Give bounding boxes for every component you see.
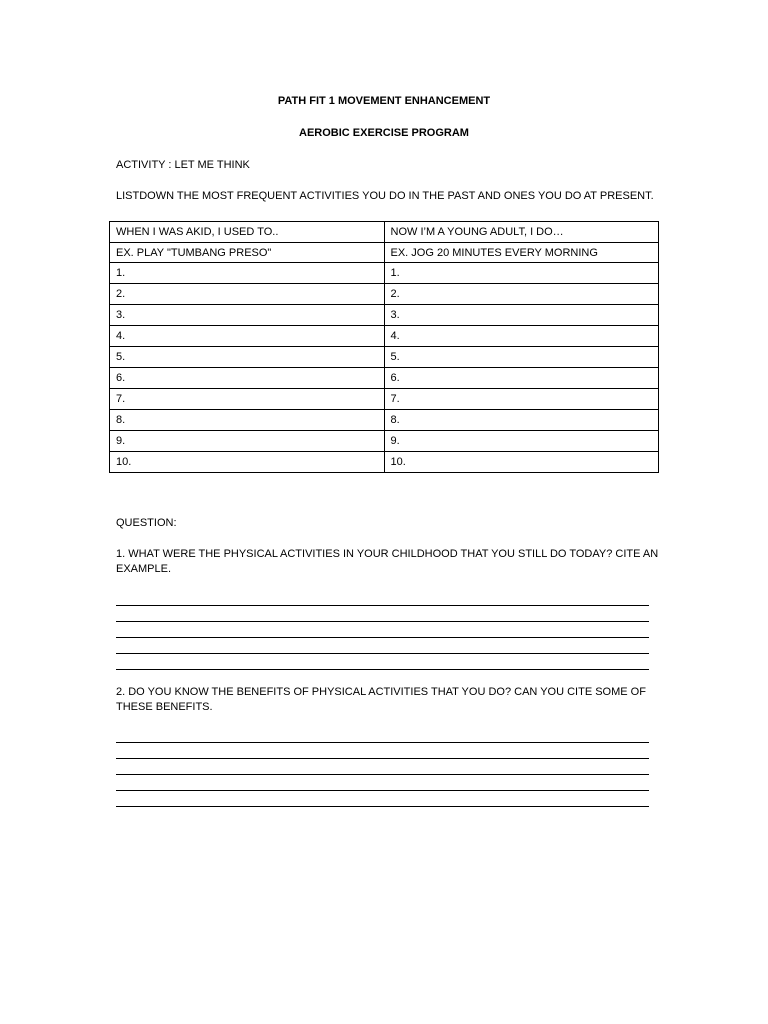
question-2-line-2: THESE BENEFITS. (116, 701, 213, 713)
row-cell-present[interactable]: 1. (384, 263, 659, 284)
answer-line[interactable] (116, 727, 649, 743)
row-cell-present[interactable]: 7. (384, 389, 659, 410)
row-cell-past[interactable]: 8. (110, 410, 385, 431)
table-row (110, 263, 659, 284)
row-cell-past[interactable]: 10. (110, 452, 385, 473)
row-cell-present[interactable]: 2. (384, 284, 659, 305)
table-row (110, 305, 659, 326)
row-cell-present[interactable]: 5. (384, 347, 659, 368)
header-cell-present: NOW I’M A YOUNG ADULT, I DO… (384, 222, 659, 243)
row-cell-present[interactable]: 10. (384, 452, 659, 473)
example-cell-present: EX. JOG 20 MINUTES EVERY MORNING (384, 243, 659, 263)
row-cell-past[interactable]: 9. (110, 431, 385, 452)
answer-line[interactable] (116, 775, 649, 791)
answer-line[interactable] (116, 759, 649, 775)
row-cell-past[interactable]: 4. (110, 326, 385, 347)
table-example-row (110, 243, 659, 263)
activities-table (109, 221, 659, 473)
question-heading: QUESTION: (116, 517, 177, 529)
table-row (110, 284, 659, 305)
row-cell-present[interactable]: 4. (384, 326, 659, 347)
table-row (110, 389, 659, 410)
example-cell-past: EX. PLAY "TUMBANG PRESO" (110, 243, 385, 263)
row-cell-past[interactable]: 5. (110, 347, 385, 368)
table-row (110, 410, 659, 431)
row-cell-past[interactable]: 3. (110, 305, 385, 326)
question-2-line-1: 2. DO YOU KNOW THE BENEFITS OF PHYSICAL ACTIVITIES THAT YOU DO? CAN YOU CITE SOME OF (116, 686, 646, 698)
answer-line[interactable] (116, 654, 649, 670)
answer-line[interactable] (116, 743, 649, 759)
row-cell-present[interactable]: 8. (384, 410, 659, 431)
row-cell-past[interactable]: 6. (110, 368, 385, 389)
row-cell-present[interactable]: 6. (384, 368, 659, 389)
answer-line[interactable] (116, 606, 649, 622)
table-row (110, 431, 659, 452)
row-cell-past[interactable]: 1. (110, 263, 385, 284)
table-row (110, 326, 659, 347)
question-2-answer-area[interactable] (116, 727, 649, 807)
row-cell-past[interactable]: 2. (110, 284, 385, 305)
question-1-line-2: EXAMPLE. (116, 563, 172, 575)
document-subtitle: AEROBIC EXERCISE PROGRAM (299, 127, 469, 139)
answer-line[interactable] (116, 622, 649, 638)
instruction-text: LISTDOWN THE MOST FREQUENT ACTIVITIES YOU DO IN THE PAST AND ONES YOU DO AT PRESENT. (116, 190, 654, 202)
question-1-answer-area[interactable] (116, 590, 649, 670)
activity-label: ACTIVITY : LET ME THINK (116, 159, 250, 171)
answer-line[interactable] (116, 791, 649, 807)
header-cell-past: WHEN I WAS AKID, I USED TO.. (110, 222, 385, 243)
document-title: PATH FIT 1 MOVEMENT ENHANCEMENT (277, 95, 491, 107)
table-row (110, 452, 659, 473)
table-header-row (110, 222, 659, 243)
row-cell-past[interactable]: 7. (110, 389, 385, 410)
table-row (110, 368, 659, 389)
question-1-line-1: 1. WHAT WERE THE PHYSICAL ACTIVITIES IN YOUR CHILDHOOD THAT YOU STILL DO TODAY? CITE AN (116, 548, 659, 560)
table-row (110, 347, 659, 368)
row-cell-present[interactable]: 3. (384, 305, 659, 326)
answer-line[interactable] (116, 638, 649, 654)
answer-line[interactable] (116, 590, 649, 606)
row-cell-present[interactable]: 9. (384, 431, 659, 452)
